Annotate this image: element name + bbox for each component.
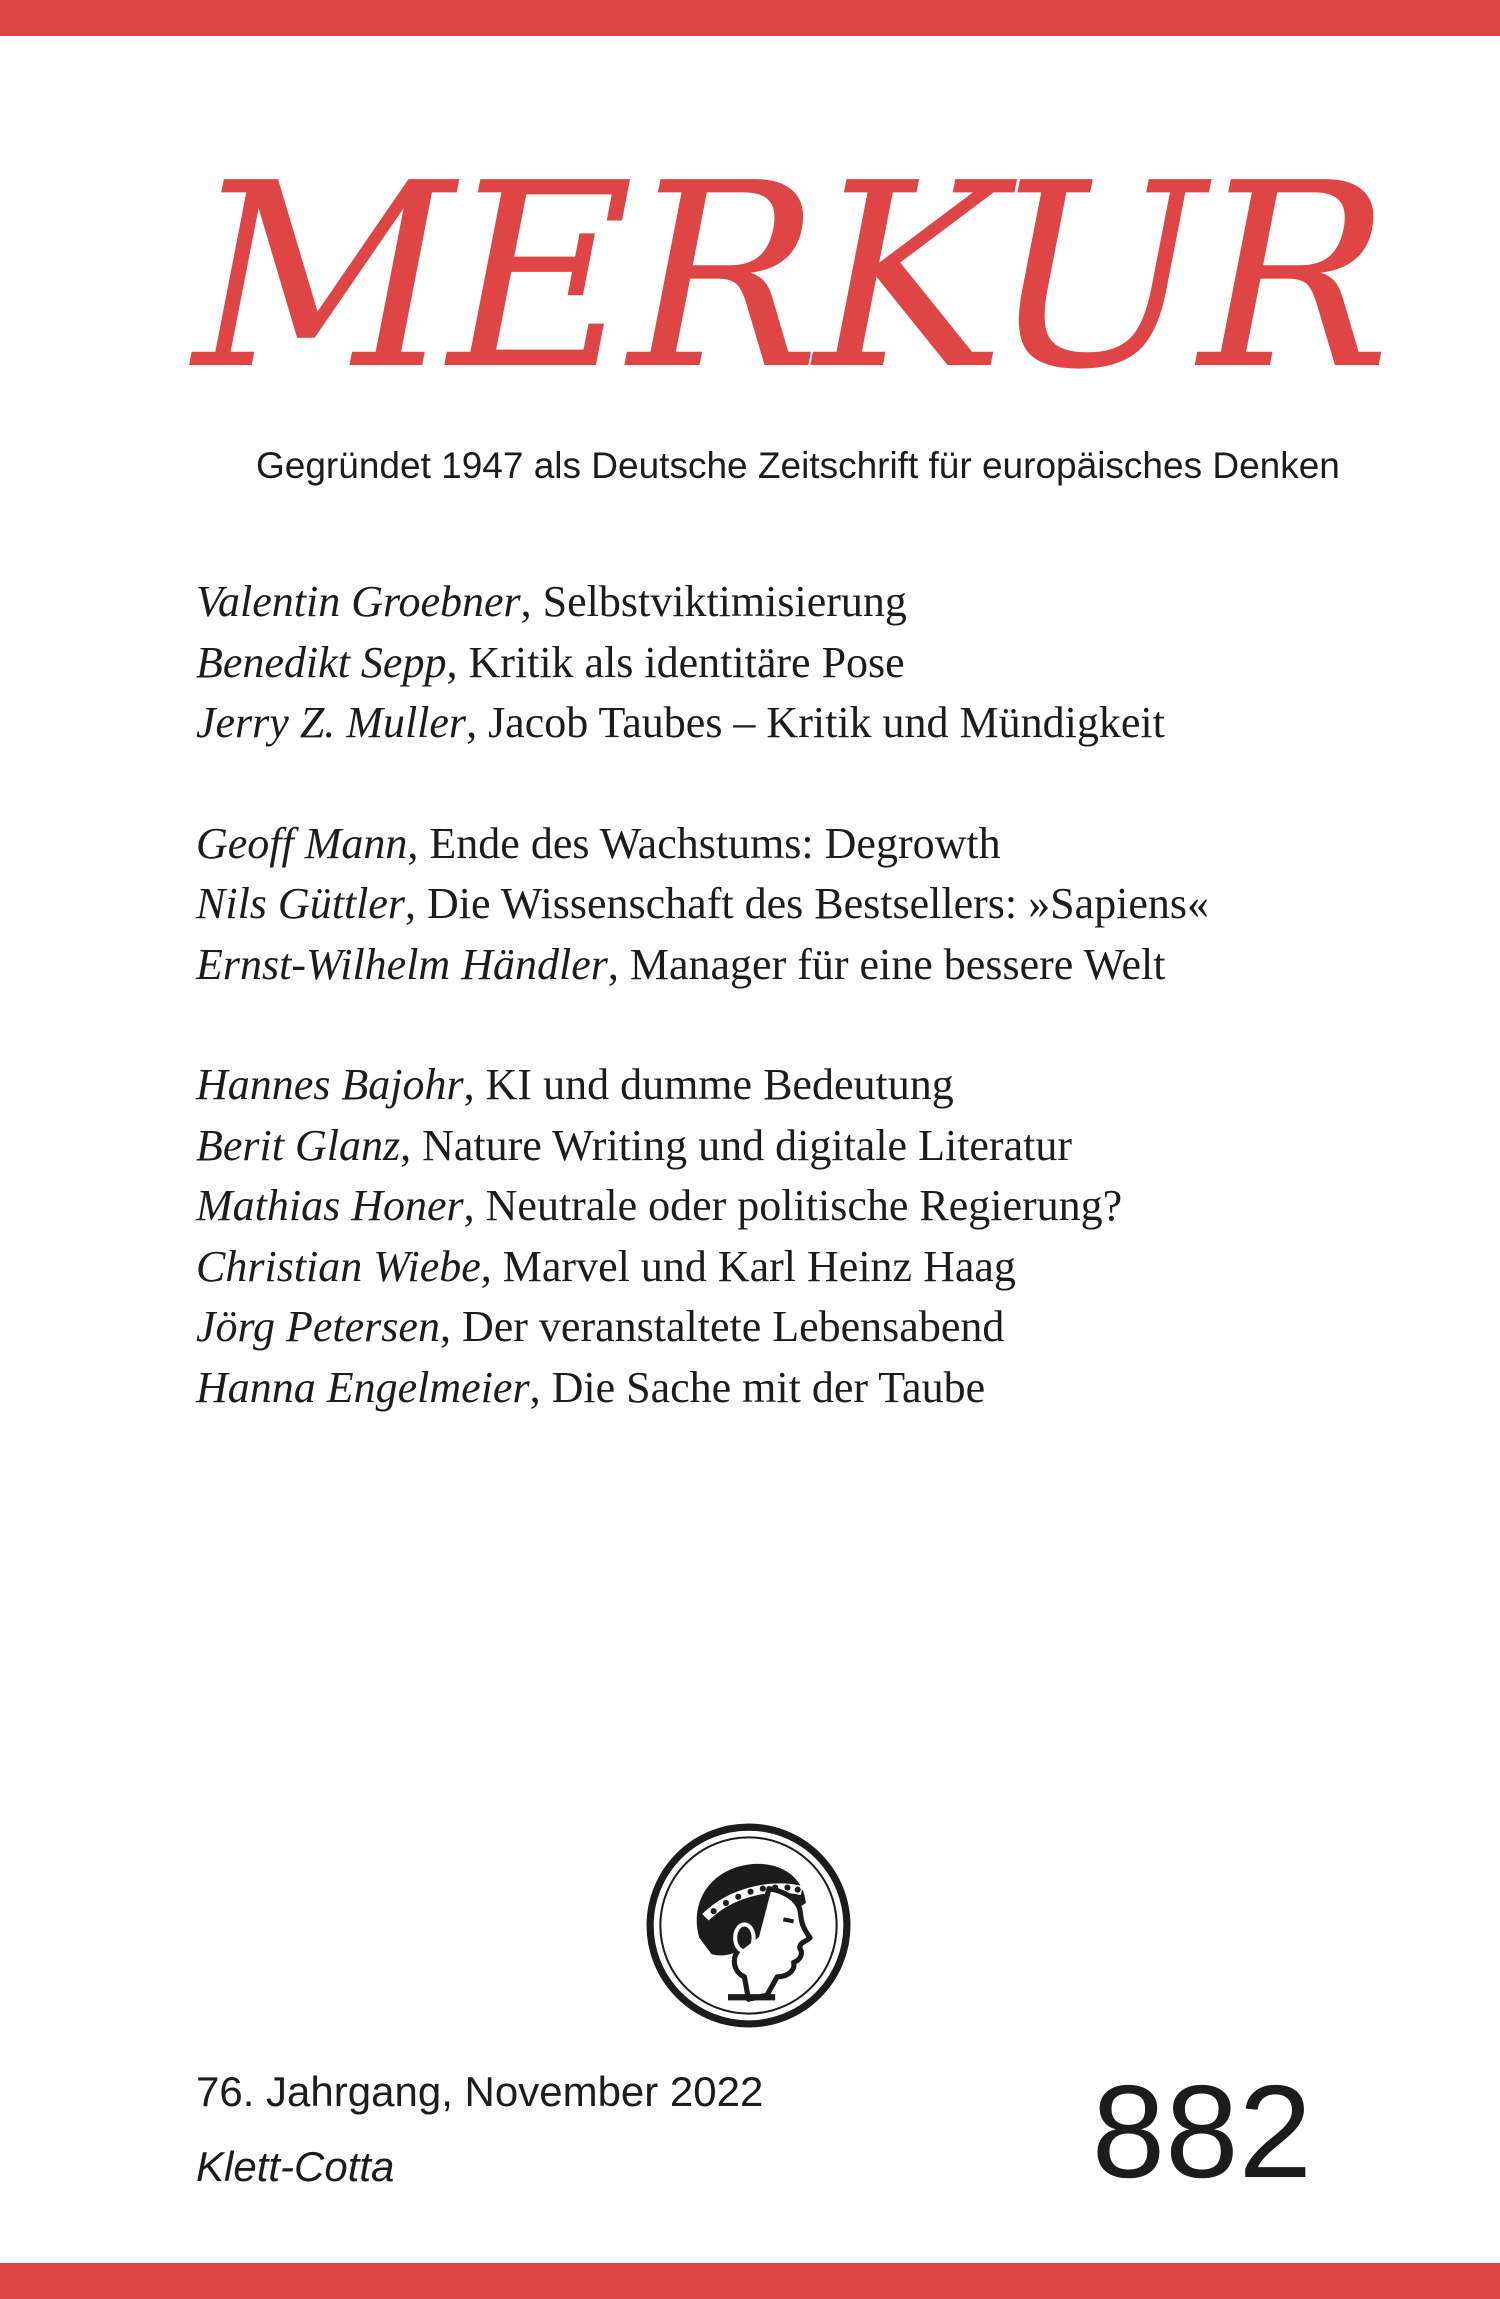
author-name: Berit Glanz [196, 1120, 401, 1170]
author-name: Mathias Honer [196, 1181, 464, 1230]
volume-info: 76. Jahrgang, November 2022 [196, 2068, 764, 2115]
article-title: Selbstviktimisierung [542, 577, 907, 626]
article-title: Jacob Taubes – Kritik und Mündigkeit [488, 698, 1165, 747]
author-name: Christian Wiebe [196, 1241, 481, 1291]
hermes-head-coin-icon [646, 1823, 851, 2028]
separator: , [529, 1362, 552, 1412]
article-title: Marvel und Karl Heinz Haag [502, 1241, 1016, 1291]
toc-entry [196, 874, 1209, 935]
toc-entry [196, 1055, 1209, 1116]
article-title: Nature Writing und digitale Literatur [422, 1120, 1072, 1170]
article-title: Die Wissenschaft des Bestsellers: »Sapiens« [427, 879, 1209, 928]
toc-group-1 [196, 572, 1209, 754]
separator: , [400, 1120, 423, 1170]
separator: , [607, 939, 630, 989]
author-name: Hanna Engelmeier [196, 1362, 530, 1412]
separator: , [466, 698, 489, 747]
bottom-accent-bar [0, 2263, 1500, 2299]
article-title: Der veranstaltete Lebensabend [461, 1302, 1005, 1351]
author-name: Geoff Mann [196, 818, 408, 868]
issue-number: 882 [1091, 2058, 1312, 2205]
article-title: Neutrale oder politische Regierung? [485, 1181, 1123, 1230]
article-title: Die Sache mit der Taube [551, 1362, 986, 1412]
author-name: Valentin Groebner [196, 577, 521, 626]
toc-entry [196, 1358, 1209, 1419]
author-name: Ernst-Wilhelm Händler [196, 939, 608, 989]
author-name: Jörg Petersen [196, 1302, 440, 1351]
toc-entry [196, 935, 1209, 996]
toc-entry [196, 1116, 1209, 1177]
table-of-contents [196, 572, 1209, 1478]
toc-entry [196, 1237, 1209, 1298]
toc-group-2 [196, 814, 1209, 996]
toc-entry [196, 1176, 1209, 1237]
toc-entry [196, 572, 1209, 633]
magazine-title: MERKUR [193, 129, 1385, 426]
separator: , [446, 637, 469, 687]
separator: , [439, 1302, 462, 1351]
toc-entry [196, 1297, 1209, 1358]
toc-entry [196, 633, 1209, 694]
author-name: Jerry Z. Muller [196, 698, 467, 747]
separator: , [480, 1241, 503, 1291]
top-accent-bar [0, 0, 1500, 36]
separator: , [463, 1060, 486, 1109]
toc-entry [196, 814, 1209, 875]
author-name: Benedikt Sepp [196, 637, 447, 687]
separator: , [405, 879, 428, 928]
separator: , [463, 1181, 486, 1230]
separator: , [520, 577, 543, 626]
author-name: Hannes Bajohr [196, 1060, 464, 1109]
publisher-name: Klett-Cotta [196, 2143, 395, 2190]
article-title: Ende des Wachstums: Degrowth [429, 818, 1001, 868]
article-title: Kritik als identitäre Pose [468, 637, 905, 687]
toc-group-3 [196, 1055, 1209, 1418]
article-title: KI und dumme Bedeutung [485, 1060, 954, 1109]
toc-entry [196, 693, 1209, 754]
author-name: Nils Güttler [196, 879, 406, 928]
article-title: Manager für eine bessere Welt [629, 939, 1166, 989]
tagline: Gegründet 1947 als Deutsche Zeitschrift für europäisches Denken [256, 445, 1340, 486]
separator: , [407, 818, 430, 868]
